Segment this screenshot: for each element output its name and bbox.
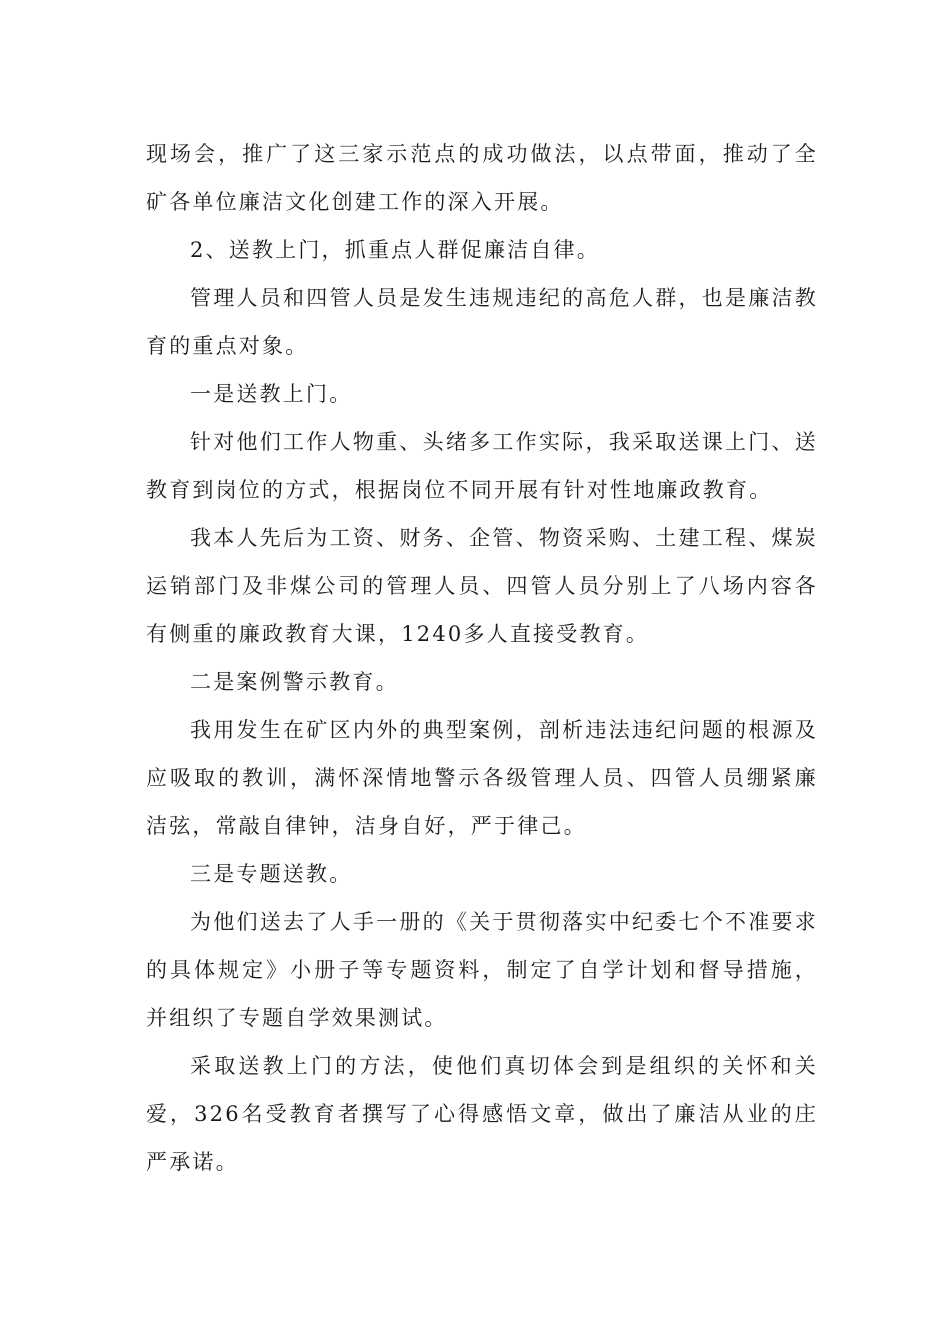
paragraph-6: 我本人先后为工资、财务、企管、物资采购、土建工程、煤炭运销部门及非煤公司的管理人员、四管人员分别上了八场内容各有侧重的廉政教育大课，1240多人直接受教育。 (146, 526, 818, 646)
section-heading-2: 2、送教上门，抓重点人群促廉洁自律。 (190, 238, 600, 262)
paragraph-1: 现场会，推广了这三家示范点的成功做法，以点带面，推动了全矿各单位廉洁文化创建工作的深入开展。 (146, 142, 818, 214)
paragraph-11: 采取送教上门的方法，使他们真切体会到是组织的关怀和关爱，326名受教育者撰写了心得感悟文章，做出了廉洁从业的庄严承诺。 (146, 1054, 818, 1174)
document-body (146, 130, 818, 1186)
paragraph-5: 针对他们工作人物重、头绪多工作实际，我采取送课上门、送教育到岗位的方式，根据岗位不同开展有针对性地廉政教育。 (146, 430, 818, 502)
paragraph-3: 管理人员和四管人员是发生违规违纪的高危人群，也是廉洁教育的重点对象。 (146, 286, 818, 358)
paragraph-10: 为他们送去了人手一册的《关于贯彻落实中纪委七个不准要求的具体规定》小册子等专题资料，制定了自学计划和督导措施，并组织了专题自学效果测试。 (146, 910, 818, 1030)
paragraph-8: 我用发生在矿区内外的典型案例，剖析违法违纪问题的根源及应吸取的教训，满怀深情地警示各级管理人员、四管人员绷紧廉洁弦，常敲自律钟，洁身自好，严于律己。 (146, 718, 818, 838)
subheading-3: 三是专题送教。 (190, 862, 353, 886)
subheading-2: 二是案例警示教育。 (190, 670, 399, 694)
subheading-1: 一是送教上门。 (190, 382, 353, 406)
